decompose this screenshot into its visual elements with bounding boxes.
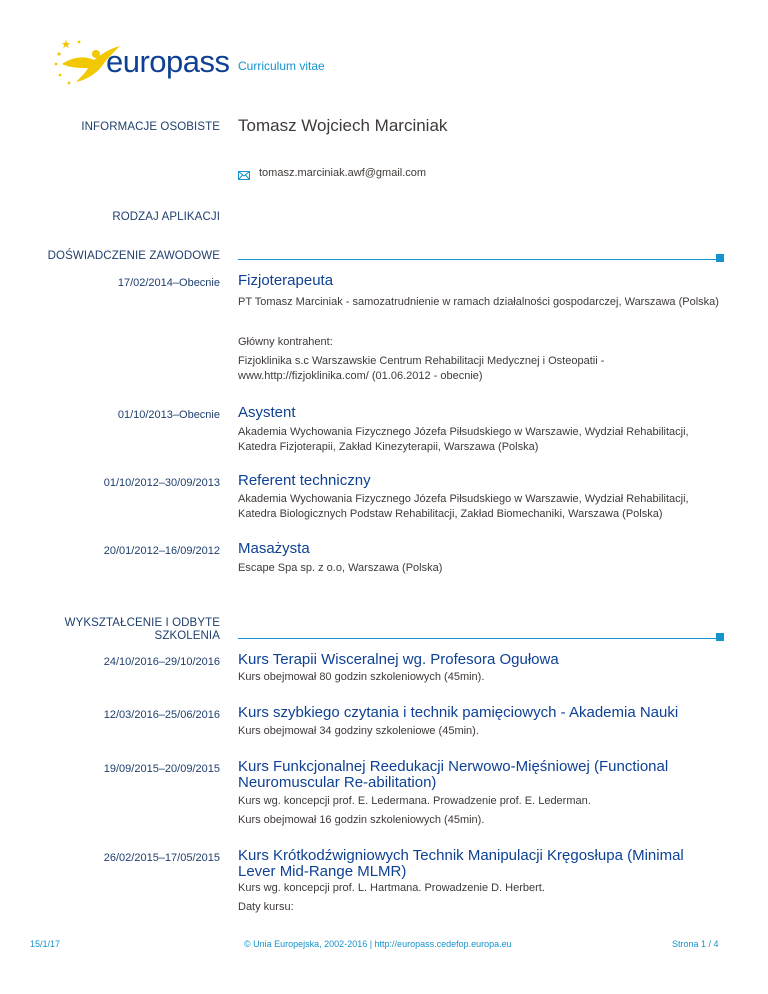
section-label-application: RODZAJ APLIKACJI xyxy=(112,211,220,223)
europass-logo xyxy=(52,34,232,94)
education-title: Kurs Terapii Wisceralnej wg. Profesora Ogułowa xyxy=(238,651,559,668)
experience-date: 01/10/2013–Obecnie xyxy=(117,409,220,421)
section-label-education-cont: SZKOLENIA xyxy=(154,630,220,642)
section-separator-box xyxy=(716,254,724,262)
document-subtitle: Curriculum vitae xyxy=(238,59,325,73)
education-title-cont: Lever Mid-Range MLMR) xyxy=(238,863,407,880)
experience-date: 01/10/2012–30/09/2013 xyxy=(103,477,220,489)
section-label-personal: INFORMACJE OSOBISTE xyxy=(81,121,220,133)
footer-copyright[interactable]: © Unia Europejska, 2002-2016 | http://europass.cedefop.europa.eu xyxy=(244,939,512,949)
education-title: Kurs Funkcjonalnej Reedukacji Nerwowo-Mięśniowej (Functional xyxy=(238,758,669,775)
education-date: 12/03/2016–25/06/2016 xyxy=(103,709,220,721)
education-description: Kurs wg. koncepcji prof. L. Hartmana. Prowadzenie D. Herbert. xyxy=(238,882,545,894)
footer-page-number: Strona 1 / 4 xyxy=(672,939,719,949)
experience-title: Referent techniczny xyxy=(238,472,371,489)
section-separator-box xyxy=(716,633,724,641)
section-separator-line xyxy=(238,638,716,639)
section-separator-line xyxy=(238,259,716,260)
experience-employer: Akademia Wychowania Fizycznego Józefa Piłsudskiego w Warszawie, Wydział Rehabilitacji, Katedra Biologicznych Podstaw Rehabilitacji, Zakład Biomechaniki, Warszawa (Polska) xyxy=(238,493,689,520)
experience-employer: PT Tomasz Marciniak - samozatrudnienie w ramach działalności gospodarczej, Warszawa (Polska) xyxy=(238,296,719,308)
experience-date: 20/01/2012–16/09/2012 xyxy=(103,545,220,557)
education-date: 19/09/2015–20/09/2015 xyxy=(103,763,220,775)
education-description: Kurs wg. koncepcji prof. E. Ledermana. Prowadzenie prof. E. Lederman. xyxy=(238,795,591,807)
experience-employer: Escape Spa sp. z o.o, Warszawa (Polska) xyxy=(238,562,443,574)
section-label-experience: DOŚWIADCZENIE ZAWODOWE xyxy=(47,250,220,262)
education-date: 24/10/2016–29/10/2016 xyxy=(103,656,220,668)
experience-note: Główny kontrahent: xyxy=(238,336,333,348)
experience-date: 17/02/2014–Obecnie xyxy=(117,277,220,289)
education-description: Kurs obejmował 80 godzin szkoleniowych (45min). xyxy=(238,671,485,683)
education-description: Daty kursu: xyxy=(238,901,294,913)
experience-note: Fizjoklinika s.c Warszawskie Centrum Rehabilitacji Medycznej i Osteopatii - www.http://fizjoklinika.com/ (01.06.2012 - obecnie) xyxy=(238,355,605,382)
person-name: Tomasz Wojciech Marciniak xyxy=(238,116,448,135)
education-title: Kurs Krótkodźwigniowych Technik Manipulacji Kręgosłupa (Minimal xyxy=(238,847,684,864)
email-address[interactable]: tomasz.marciniak.awf@gmail.com xyxy=(259,167,427,179)
experience-employer: Akademia Wychowania Fizycznego Józefa Piłsudskiego w Warszawie, Wydział Rehabilitacji, Katedra Fizjoterapii, Zakład Kinezyterapii, Warszawa (Polska) xyxy=(238,426,689,453)
experience-title: Fizjoterapeuta xyxy=(238,272,334,289)
europass-wordmark: europass xyxy=(106,44,230,79)
section-label-education: WYKSZTAŁCENIE I ODBYTE xyxy=(64,617,220,629)
experience-title: Masażysta xyxy=(238,540,310,557)
education-date: 26/02/2015–17/05/2015 xyxy=(103,852,220,864)
experience-title: Asystent xyxy=(238,404,296,421)
education-title: Kurs szybkiego czytania i technik pamięciowych - Akademia Nauki xyxy=(238,704,679,721)
email-icon xyxy=(238,171,250,180)
education-description: Kurs obejmował 34 godziny szkoleniowe (45min). xyxy=(238,725,479,737)
education-description: Kurs obejmował 16 godzin szkoleniowych (45min). xyxy=(238,814,485,826)
education-title-cont: Neuromuscular Re-abilitation) xyxy=(238,774,437,791)
footer-date: 15/1/17 xyxy=(30,939,61,949)
